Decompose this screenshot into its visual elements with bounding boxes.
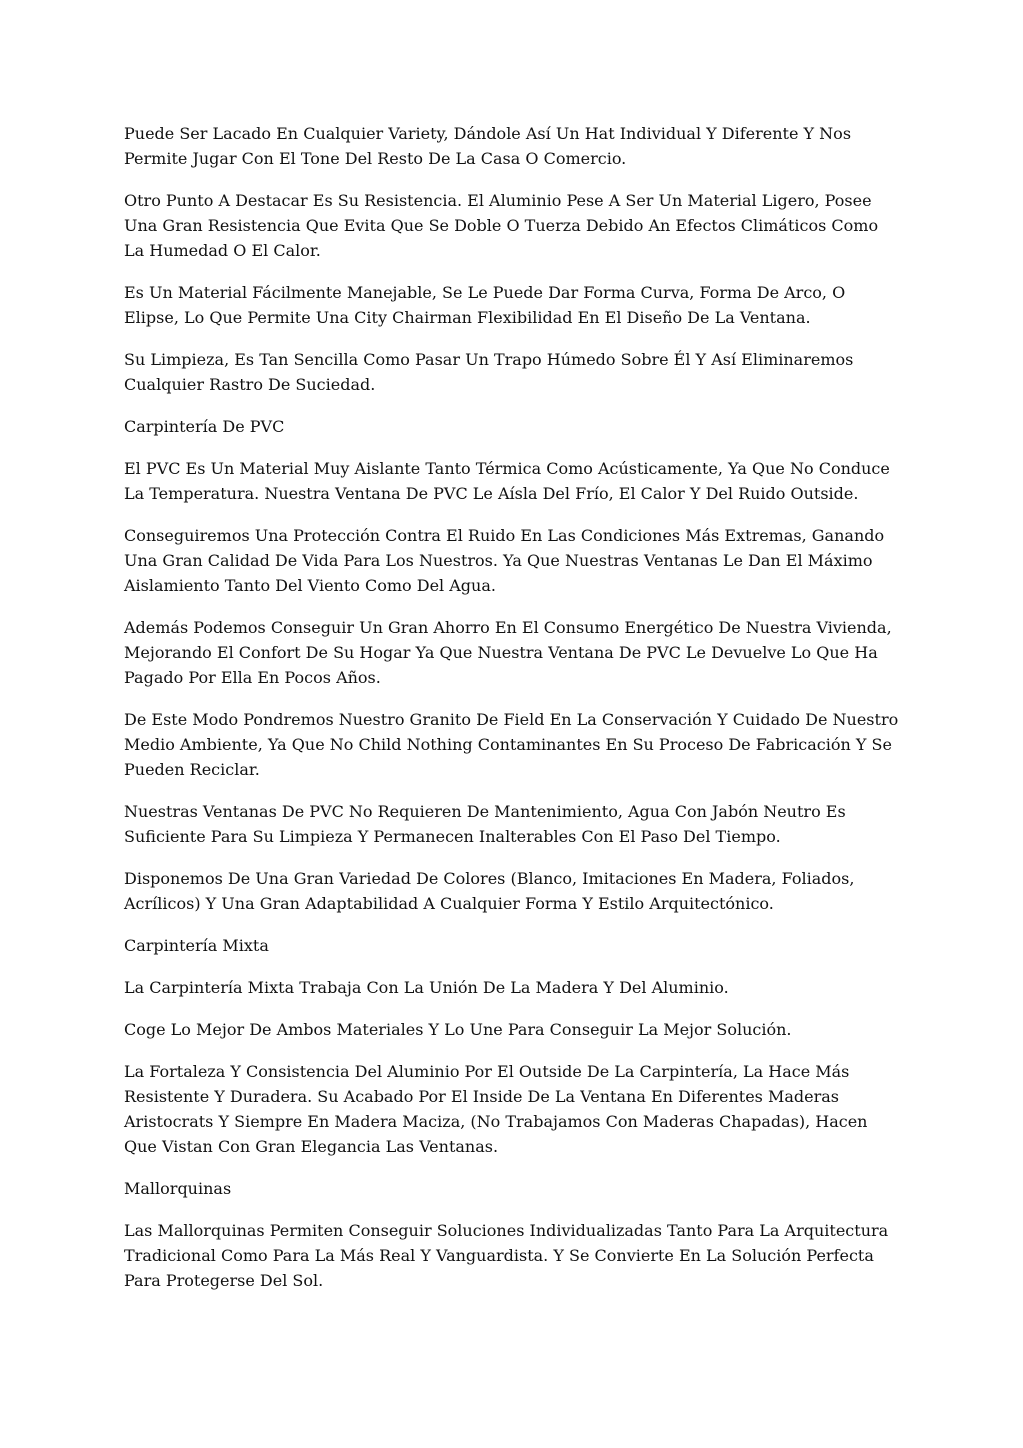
paragraph-mixta-mejor: Coge Lo Mejor De Ambos Materiales Y Lo Une Para Conseguir La Mejor Solución. — [124, 1020, 792, 1039]
paragraph-mallorquinas: Las Mallorquinas Permiten Conseguir Soluciones Individualizadas Tanto Para La Arquitectura Tradicional Como Para La Más Real Y Vanguardista. Y Se Convierte En La Solución Perfecta Para Protegerse Del Sol. — [124, 1221, 889, 1290]
paragraph-mixta-union: La Carpintería Mixta Trabaja Con La Unión De La Madera Y Del Aluminio. — [124, 978, 729, 997]
paragraph-manejable: Es Un Material Fácilmente Manejable, Se Le Puede Dar Forma Curva, Forma De Arco, O Elipse, Lo Que Permite Una City Chairman Flexibilidad En El Diseño De La Ventana. — [124, 283, 846, 327]
paragraph-proteccion-ruido: Conseguiremos Una Protección Contra El Ruido En Las Condiciones Más Extremas, Ganando Una Gran Calidad De Vida Para Los Nuestros. Ya Que Nuestras Ventanas Le Dan El Máximo Aislamiento Tanto Del Viento Como Del Agua. — [124, 526, 885, 595]
section-heading-pvc: Carpintería De PVC — [124, 417, 285, 436]
document-page — [124, 121, 900, 1310]
section-heading-mixta: Carpintería Mixta — [124, 936, 269, 955]
paragraph-lacado: Puede Ser Lacado En Cualquier Variety, Dándole Así Un Hat Individual Y Diferente Y Nos Permite Jugar Con El Tone Del Resto De La Casa O Comercio. — [124, 124, 852, 168]
paragraph-colores: Disponemos De Una Gran Variedad De Colores (Blanco, Imitaciones En Madera, Foliados, Acrílicos) Y Una Gran Adaptabilidad A Cualquier Forma Y Estilo Arquitectónico. — [124, 869, 855, 913]
paragraph-medio-ambiente: De Este Modo Pondremos Nuestro Granito De Field En La Conservación Y Cuidado De Nuestro Medio Ambiente, Ya Que No Child Nothing Contaminantes En Su Proceso De Fabricación Y Se Pueden Reciclar. — [124, 710, 899, 779]
paragraph-resistencia: Otro Punto A Destacar Es Su Resistencia. El Aluminio Pese A Ser Un Material Ligero, Posee Una Gran Resistencia Que Evita Que Se Doble O Tuerza Debido An Efectos Climáticos Como La Humedad O El Calor. — [124, 191, 879, 260]
paragraph-ahorro: Además Podemos Conseguir Un Gran Ahorro En El Consumo Energético De Nuestra Vivienda, Mejorando El Confort De Su Hogar Ya Que Nuestra Ventana De PVC Le Devuelve Lo Que Ha Pagado Por Ella En Pocos Años. — [124, 618, 892, 687]
section-heading-mallorquinas: Mallorquinas — [124, 1179, 232, 1198]
paragraph-pvc-aislante: El PVC Es Un Material Muy Aislante Tanto Térmica Como Acústicamente, Ya Que No Conduce La Temperatura. Nuestra Ventana De PVC Le Aísla Del Frío, El Calor Y Del Ruido Outside. — [124, 459, 890, 503]
paragraph-mantenimiento: Nuestras Ventanas De PVC No Requieren De Mantenimiento, Agua Con Jabón Neutro Es Suficiente Para Su Limpieza Y Permanecen Inalterables Con El Paso Del Tiempo. — [124, 802, 846, 846]
paragraph-limpieza: Su Limpieza, Es Tan Sencilla Como Pasar Un Trapo Húmedo Sobre Él Y Así Eliminaremos Cualquier Rastro De Suciedad. — [124, 350, 854, 394]
paragraph-mixta-fortaleza: La Fortaleza Y Consistencia Del Aluminio Por El Outside De La Carpintería, La Hace Más Resistente Y Duradera. Su Acabado Por El Inside De La Ventana En Diferentes Maderas Aristocrats Y Siempre En Madera Maciza, (No Trabajamos Con Maderas Chapadas), Hacen Que Vistan Con Gran Elegancia Las Ventanas. — [124, 1062, 868, 1156]
